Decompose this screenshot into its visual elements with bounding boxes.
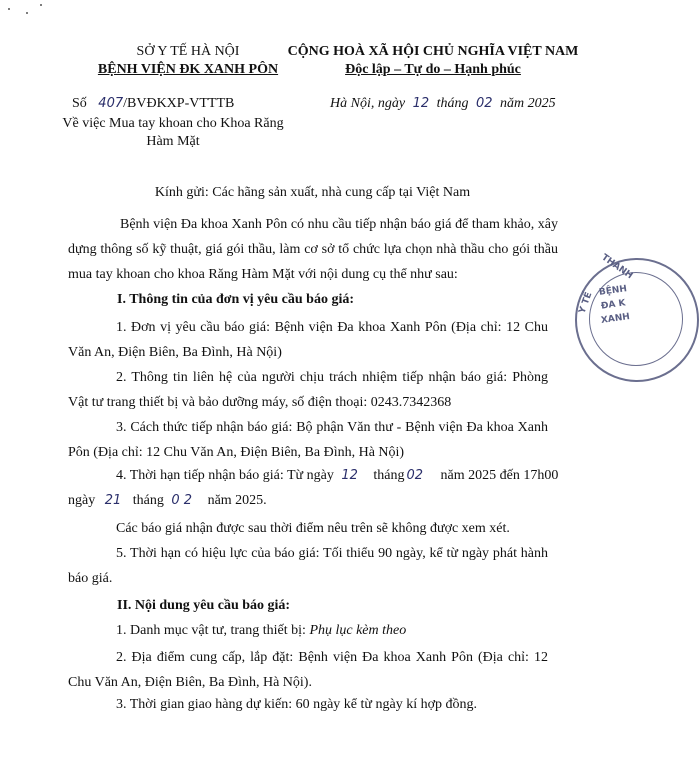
item-4-day-label: ngày <box>68 493 96 508</box>
scan-speck <box>26 12 28 14</box>
section-1-item-5: 5. Thời hạn có hiệu lực của báo giá: Tối thiểu 90 ngày, kể từ ngày phát hành báo giá. <box>68 546 548 586</box>
item-4-text: 4. Thời hạn tiếp nhận báo giá: Từ ngày <box>116 468 334 483</box>
date-year: năm 2025 <box>500 96 556 111</box>
section-1-item-3: 3. Cách thức tiếp nhận báo giá: Bộ phận Văn thư - Bệnh viện Đa khoa Xanh Pôn (Địa chỉ: 12 Chu Văn An, Điện Biên, Ba Đình, Hà Nội) <box>68 420 548 460</box>
stamp-line-1: BỆNH <box>598 284 628 298</box>
handwritten-start-day: 12 <box>341 468 358 483</box>
section-1-item-2: 2. Thông tin liên hệ của người chịu trách nhiệm tiếp nhận báo giá: Phòng Vật tư trang thiết bị và bảo dưỡng máy, số điện thoại: 0243.7342368 <box>68 370 548 410</box>
item-1-prefix: 1. Danh mục vật tư, trang thiết bị: <box>116 623 306 638</box>
item-4-month-label: tháng <box>373 468 405 483</box>
section-2-item-2: 2. Địa điểm cung cấp, lắp đặt: Bệnh viện Đa khoa Xanh Pôn (Địa chỉ: 12 Chu Văn An, Điện Biên, Ba Đình, Hà Nội). <box>68 650 548 690</box>
agency-name: SỞ Y TẾ HÀ NỘI <box>136 44 240 59</box>
handwritten-month: 02 <box>476 96 493 111</box>
issue-date <box>330 96 556 112</box>
stamp-line-3: XANH <box>600 312 631 326</box>
item-4-year: năm 2025. <box>207 493 267 508</box>
intro-paragraph: Bệnh viện Đa khoa Xanh Pôn có nhu cầu tiếp nhận báo giá để tham khảo, xây dựng thông số kỹ thuật, giá gói thầu, làm cơ sở tổ chức lựa chọn nhà thầu cho gói thầu mua tay khoan cho khoa Răng Hàm Mặt với nội dung cụ thể như sau: <box>68 217 558 282</box>
number-label: Số <box>72 96 87 111</box>
section-1-item-1: 1. Đơn vị yêu cầu báo giá: Bệnh viện Đa khoa Xanh Pôn (Địa chỉ: 12 Chu Văn An, Điện Biên, Ba Đình, Hà Nội) <box>68 320 548 360</box>
section-1-item-4-line-2 <box>68 493 267 509</box>
national-title: CỘNG HOÀ XÃ HỘI CHỦ NGHĨA VIỆT NAM <box>287 44 579 59</box>
handwritten-day: 12 <box>412 96 430 111</box>
section-1-note: Các báo giá nhận được sau thời điểm nêu trên sẽ không được xem xét. <box>116 521 510 536</box>
handwritten-end-day: 21 <box>104 493 122 508</box>
handwritten-start-month: 02 <box>406 468 424 483</box>
greeting: Kính gửi: Các hãng sản xuất, nhà cung cấp tại Việt Nam <box>154 185 471 200</box>
handwritten-number: 407 <box>98 96 124 111</box>
item-4-month-label-2: tháng <box>132 493 164 508</box>
stamp-side-text: Y TẾ <box>577 290 595 316</box>
section-2-title: II. Nội dung yêu cầu báo giá: <box>117 598 291 613</box>
item-4-deadline-time: năm 2025 đến 17h00 <box>440 468 559 483</box>
hospital-name: BỆNH VIỆN ĐK XANH PÔN <box>97 62 279 77</box>
scan-speck <box>40 4 42 6</box>
date-month-label: tháng <box>436 96 469 111</box>
number-suffix: /BVĐKXP-VTTTB <box>123 96 235 111</box>
section-2-item-1 <box>116 623 406 639</box>
date-prefix: Hà Nội, ngày <box>330 96 406 111</box>
subject-line-1: Về việc Mua tay khoan cho Khoa Răng <box>62 116 284 131</box>
stamp-ring-text: THÀNH <box>599 252 635 282</box>
official-stamp <box>575 252 699 382</box>
section-2-item-3: 3. Thời gian giao hàng dự kiến: 60 ngày kể từ ngày kí hợp đồng. <box>116 697 478 712</box>
stamp-line-2: ĐA K <box>600 298 627 312</box>
document-number <box>72 96 234 112</box>
section-1-title: I. Thông tin của đơn vị yêu cầu báo giá: <box>117 292 354 307</box>
appendix-reference: Phụ lục kèm theo <box>309 623 407 638</box>
subject-line-2: Hàm Mặt <box>146 134 200 149</box>
national-motto: Độc lập – Tự do – Hạnh phúc <box>345 62 521 77</box>
section-1-item-4-line-1 <box>116 468 558 484</box>
scan-speck <box>8 8 10 10</box>
handwritten-end-month: 0 2 <box>171 493 193 508</box>
